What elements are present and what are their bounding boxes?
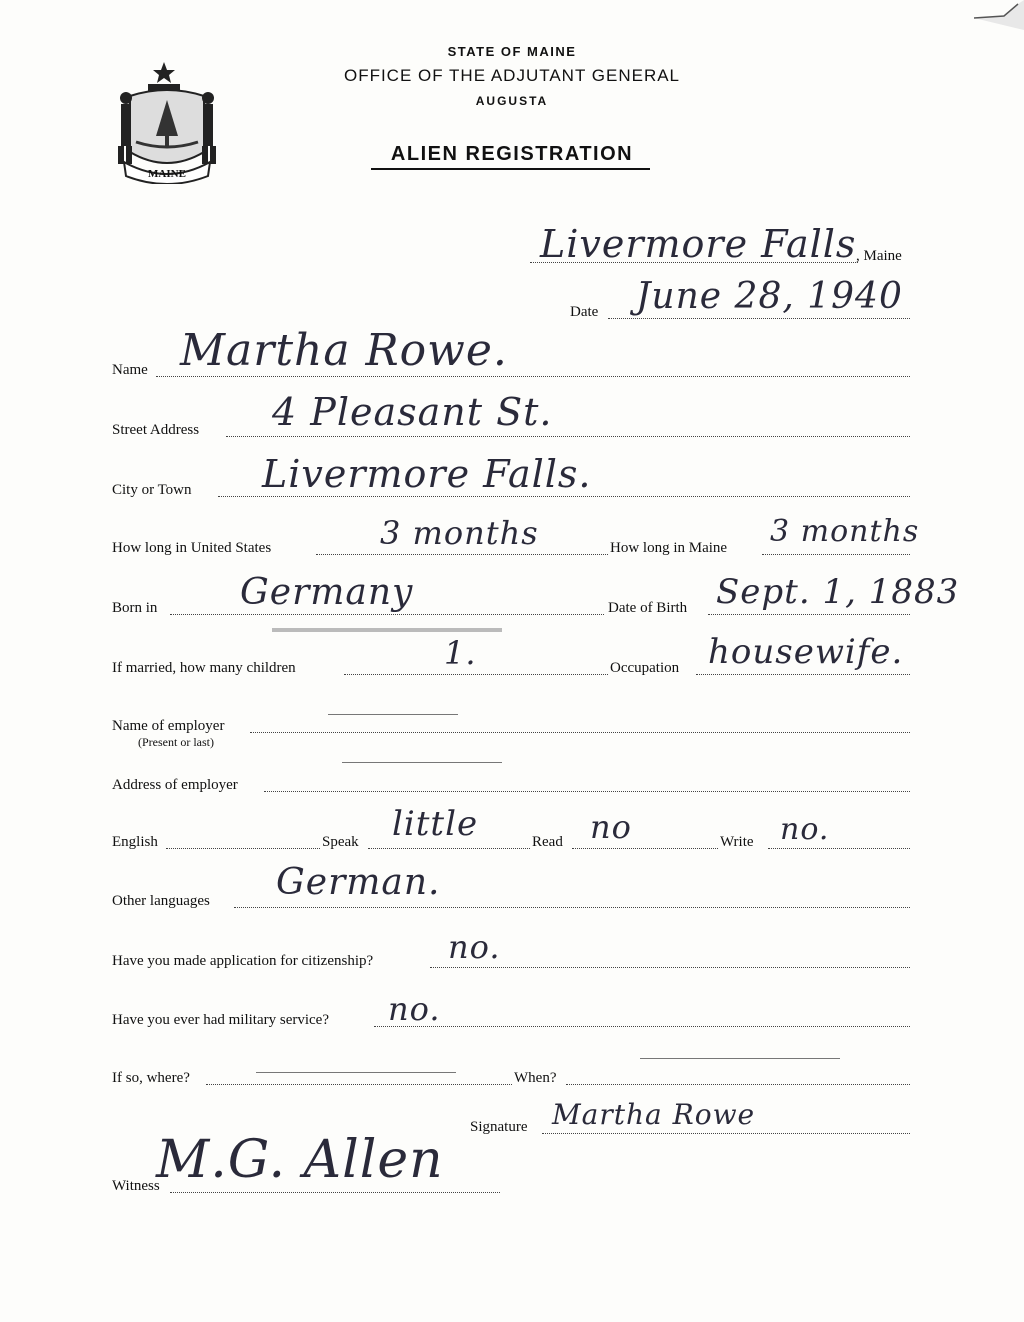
military-line [374,1026,910,1027]
title-underline [371,168,650,170]
other-languages-label: Other languages [112,893,210,909]
speak-value: little [392,804,479,844]
children-line [344,674,608,675]
employer-dash [328,714,458,715]
when-dash [640,1058,840,1059]
when-line [566,1084,910,1085]
where-label: If so, where? [112,1070,190,1086]
date-value: June 28, 1940 [636,276,903,317]
street-line [226,436,910,437]
military-value: no. [388,990,441,1028]
write-line [768,848,910,849]
name-value: Martha Rowe. [180,325,508,376]
witness-label: Witness [112,1178,160,1194]
employer-address-dash [342,762,502,763]
read-line [572,848,718,849]
occupation-value: housewife. [708,632,904,672]
signature-value: Martha Rowe [552,1098,756,1131]
header-office: OFFICE OF THE ADJUTANT GENERAL [343,66,681,85]
witness-value: M.G. Allen [156,1130,444,1190]
born-line [170,614,604,615]
witness-line [170,1192,500,1193]
us-value: 3 months [380,514,539,552]
citizenship-label: Have you made application for citizenship? [112,953,374,969]
date-label: Date [570,304,599,320]
signature-label: Signature [470,1119,528,1135]
dob-value: Sept. 1, 1883 [716,572,960,612]
employer-sublabel: (Present or last) [138,735,214,749]
other-languages-line [234,907,910,908]
other-languages-value: German. [276,862,441,903]
location-value: Livermore Falls [540,222,857,266]
children-label: If married, how many children [112,660,296,676]
employer-line [250,732,910,733]
us-line [316,554,608,555]
children-value: 1. [444,634,477,672]
seal-banner-text: MAINE [148,168,186,180]
when-label: When? [514,1070,557,1086]
date-line [608,318,910,319]
city-label: City or Town [112,482,192,498]
location-label: , Maine [856,248,902,264]
street-label: Street Address [112,422,200,438]
english-label: English [112,834,158,850]
born-label: Born in [112,600,158,616]
signature-line [542,1133,910,1134]
where-line [206,1084,512,1085]
header-city: AUGUSTA [475,94,549,108]
street-value: 4 Pleasant St. [272,390,553,434]
dob-line [708,614,910,615]
read-value: no [590,808,632,846]
name-label: Name [112,362,148,378]
maine-label: How long in Maine [610,540,728,556]
occupation-line [696,674,910,675]
born-value: Germany [240,572,414,613]
where-dash [256,1072,456,1073]
born-smudge [272,628,502,632]
speak-label: Speak [322,834,359,850]
name-line [156,376,910,377]
city-line [218,496,910,497]
form-title: ALIEN REGISTRATION [390,143,634,165]
header-state: STATE OF MAINE [447,44,577,59]
maine-value: 3 months [770,514,920,549]
dob-label: Date of Birth [608,600,688,616]
page-corner-fold-icon [974,0,1024,30]
employer-label: Name of employer [112,718,225,734]
us-label: How long in United States [112,540,272,556]
employer-address-label: Address of employer [112,777,238,793]
write-value: no. [780,812,830,847]
citizenship-value: no. [448,928,501,966]
occupation-label: Occupation [610,660,680,676]
employer-address-line [264,791,910,792]
maine-line [762,554,910,555]
write-label: Write [720,834,754,850]
speak-line [368,848,530,849]
english-line [166,848,320,849]
read-label: Read [532,834,563,850]
city-value: Livermore Falls. [262,452,592,496]
military-label: Have you ever had military service? [112,1012,329,1028]
citizenship-line [430,967,910,968]
